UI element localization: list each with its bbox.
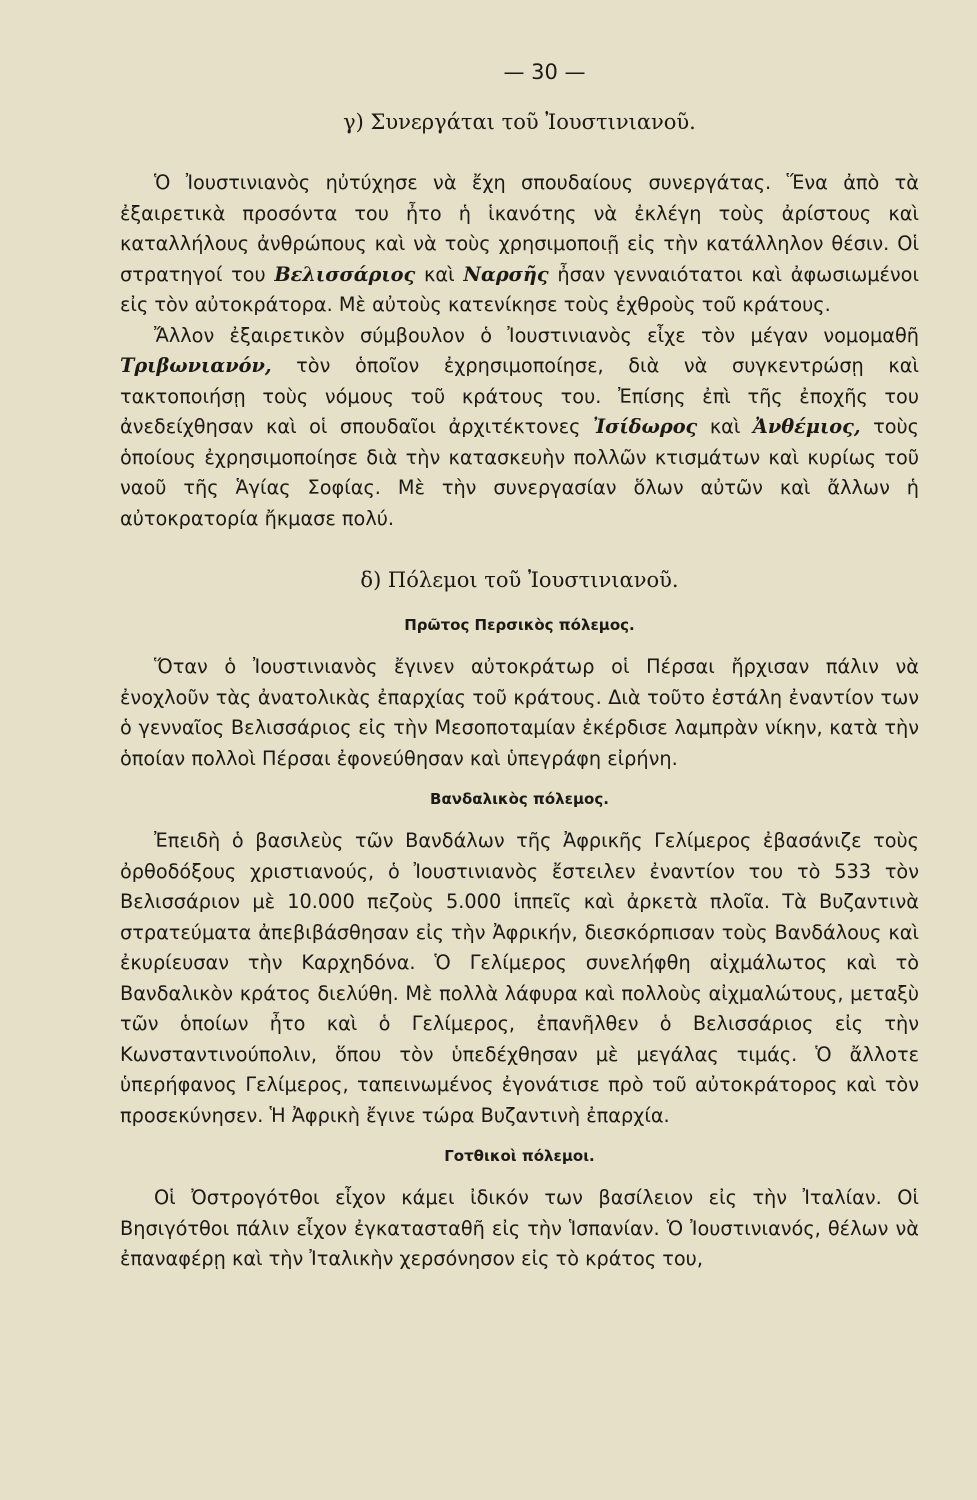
- paragraph-collaborators-2: Ἄλλον ἐξαιρετικὸν σύμβουλον ὁ Ἰουστινιανὸς εἶχε τὸν μέγαν νομομαθῆ Τριβωνιανόν, τὸν ὁποῖον ἐχρησιμοποίησε, διὰ νὰ συγκεντρώσῃ καὶ τακτοποιήσῃ τοὺς νόμους τοῦ κράτους του. Ἐπίσης ἐπὶ τῆς ἐποχῆς του ἀνεδείχθησαν καὶ οἱ σπουδαῖοι ἀρχιτέκτονες Ἰσίδωρος καὶ Ἀνθέμιος, τοὺς ὁποίους ἐχρησιμοποίησε διὰ τὴν κατασκευὴν πολλῶν κτισμάτων καὶ κυρίως τοῦ ναοῦ τῆς Ἁγίας Σοφίας. Μὲ τὴν συνεργασίαν ὅλων αὐτῶν καὶ ἄλλων ἡ αὐτοκρατορία ἤκμασε πολύ.: [120, 323, 919, 530]
- page-number: — 30 —: [503, 60, 586, 84]
- name-narses: Ναρσῆς: [463, 262, 549, 286]
- name-belisarius: Βελισσάριος: [274, 262, 416, 286]
- name-tribonian: Τριβωνιανόν,: [120, 354, 272, 377]
- subtitle-gothic-wars: Γοτθικοὶ πόλεμοι.: [444, 1147, 595, 1165]
- paragraph-persian-war: Ὅταν ὁ Ἰουστινιανὸς ἔγινεν αὐτοκράτωρ οἱ Πέρσαι ἤρχισαν πάλιν νὰ ἐνοχλοῦν τὰς ἀνατολικὰς ἐπαρχίας τοῦ κράτους. Διὰ τοῦτο ἐστάλη ἐναντίον των ὁ γενναῖος Βελισσάριος εἰς τὴν Μεσοποταμίαν ἐκέρδισε λαμπρὰν νίκην, κατὰ τὴν ὁποίαν πολλοὶ Πέρσαι ἐφονεύθησαν καὶ ὑπεγράφη εἰρήνη.: [120, 655, 919, 770]
- name-isidore: Ἰσίδωρος: [592, 415, 698, 438]
- name-anthemius: Ἀνθέμιος,: [752, 415, 861, 438]
- paragraph-collaborators-1: Ὁ Ἰουστινιανὸς ηὐτύχησε νὰ ἔχη σπουδαίους συνεργάτας. Ἕνα ἀπὸ τὰ ἐξαιρετικὰ προσόντα του ἦτο ἡ ἱκανότης νὰ ἐκλέγη τοὺς ἀρίστους καὶ καταλλήλους ἀνθρώπους καὶ νὰ τοὺς χρησιμοποιῇ εἰς τὴν κατάλληλον θέσιν. Οἱ στρατηγοί του Βελισσάριος καὶ Ναρσῆς ἦσαν γενναιότατοι καὶ ἀφωσιωμένοι εἰς τὸν αὐτοκράτορα. Μὲ αὐτοὺς κατενίκησε τοὺς ἐχθροὺς τοῦ κράτους.: [120, 171, 919, 316]
- subtitle-persian-war: Πρῶτος Περσικὸς πόλεμος.: [404, 616, 635, 634]
- paragraph-vandal-war: Ἐπειδὴ ὁ βασιλεὺς τῶν Βανδάλων τῆς Ἀφρικῆς Γελίμερος ἐβασάνιζε τοὺς ὀρθοδόξους χριστιανούς, ὁ Ἰουστινιανὸς ἔστειλεν ἐναντίον του τὸ 533 τὸν Βελισσάριον μὲ 10.000 πεζοὺς 5.000 ἱππεῖς καὶ ἀρκετὰ πλοῖα. Τὰ Βυζαντινὰ στρατεύματα ἀπεβιβάσθησαν εἰς τὴν Ἀφρικήν, διεσκόρπισαν τοὺς Βανδάλους καὶ ἐκυρίευσαν τὴν Καρχηδόνα. Ὁ Γελίμερος συνελήφθη αἰχμάλωτος καὶ τὸ Βανδαλικὸν κράτος διελύθη. Μὲ πολλὰ λάφυρα καὶ πολλοὺς αἰχμαλώτους, μεταξὺ τῶν ὁποίων ἦτο καὶ ὁ Γελίμερος, ἐπανῆλθεν ὁ Βελισσάριος εἰς τὴν Κωνσταντινούπολιν, ὅπου τὸν ὑπεδέχθησαν μὲ μεγάλας τιμάς. Ὁ ἄλλοτε ὑπερήφανος Γελίμερος, ταπεινωμένος ἐγονάτισε πρὸ τοῦ αὐτοκράτορος καὶ τὸν προσεκύνησεν. Ἡ Ἀφρικὴ ἔγινε τώρα Βυζαντινὴ ἐπαρχία.: [120, 829, 919, 1127]
- section-title-wars: δ) Πόλεμοι τοῦ Ἰουστινιανοῦ.: [360, 568, 679, 592]
- section-title-collaborators: γ) Συνεργάται τοῦ Ἰουστινιανοῦ.: [343, 110, 696, 134]
- paragraph-gothic-wars: Οἱ Ὀστρογότθοι εἶχον κάμει ἰδικόν των βασίλειον εἰς τὴν Ἰταλίαν. Οἱ Βησιγότθοι πάλιν εἶχον ἐγκατασταθῆ εἰς τὴν Ἱσπανίαν. Ὁ Ἰουστινιανός, θέλων νὰ ἐπαναφέρῃ καὶ τὴν Ἰταλικὴν χερσόνησον εἰς τὸ κράτος του,: [120, 1186, 919, 1270]
- subtitle-vandal-war: Βανδαλικὸς πόλεμος.: [430, 790, 609, 808]
